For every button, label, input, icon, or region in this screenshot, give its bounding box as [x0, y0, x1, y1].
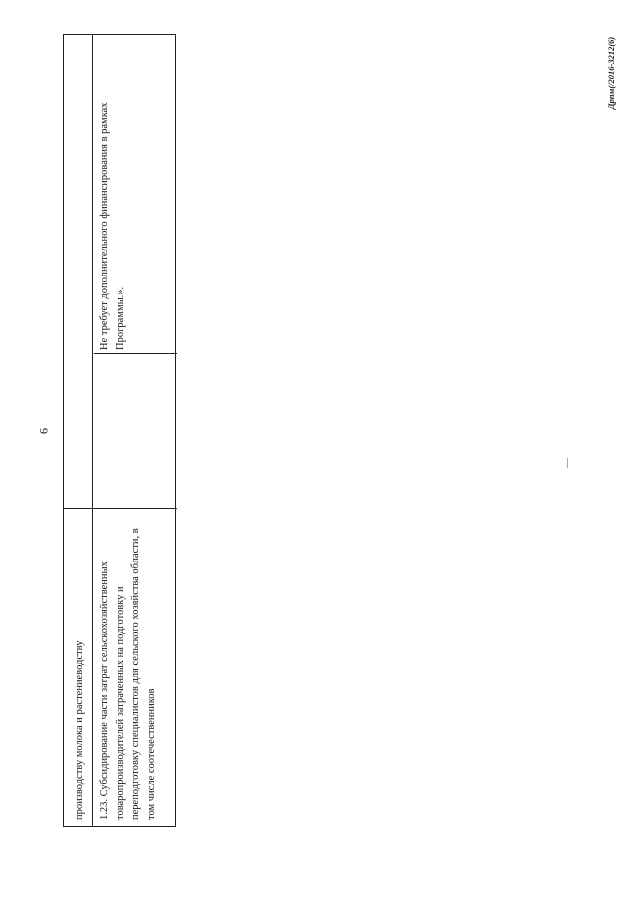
note-cell-text: Не требует дополнительного финансирования в рамках Программы.».: [99, 102, 126, 350]
row-divider: [92, 35, 93, 826]
column-divider-1: [64, 508, 94, 509]
section-row-text: производству молока и растениеводству: [74, 640, 85, 820]
column-divider-1b: [94, 508, 177, 509]
column-divider-2: [94, 353, 177, 354]
document-id-text: Дрпм(/2016-3212(6): [606, 36, 616, 110]
data-table: [63, 34, 176, 827]
scan-artifact: [567, 458, 568, 468]
document-id: [600, 18, 622, 128]
item-cell-text: 1.23. Субсидирование части затрат сельскохозяйственных товаропроизводителей затраченных на подготовку и переподготовку специалистов для сельского хозяйства области, в том числе соотечественников: [99, 528, 157, 820]
page-number: 9: [37, 428, 51, 434]
